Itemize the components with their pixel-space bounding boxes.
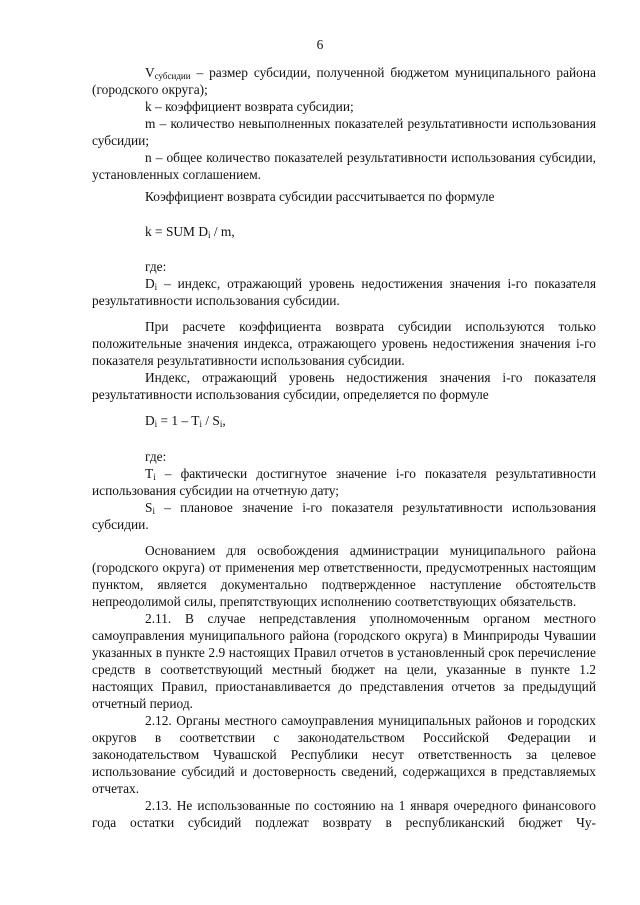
definitions-block-1 bbox=[92, 64, 596, 183]
definitions-block-2 bbox=[92, 258, 596, 309]
para-index-definition: Индекс, отражающий уровень недостижения значения i-го показателя результативности использования субсидии, определяется по формуле bbox=[92, 370, 596, 402]
paragraphs-index bbox=[92, 318, 596, 403]
def-t: $T_i$ – фактически достигнутое значение i-го показателя результативности использования субсидии на отчетную дату; bbox=[92, 466, 596, 498]
para-force-majeure: Основанием для освобождения администрации муниципального района (городского округа) от применения мер ответственности, предусмотренных настоящим пунктом, является документально подтвержденное наступление обстоятельств непреодолимой силы, препятствующих исполнению соответствующих обязательств. bbox=[92, 543, 596, 609]
para-positive-values: При расчете коэффициента возврата субсидии используются только положительные значения индекса, отражающего уровень недостижения значения i-го показателя результативности использования субсидии. bbox=[92, 319, 596, 368]
page-number: 6 bbox=[316, 37, 324, 52]
definitions-block-3 bbox=[92, 448, 596, 533]
k-formula-intro: Коэффициент возврата субсидии рассчитывается по формуле bbox=[145, 189, 495, 204]
def-n: n – общее количество показателей результативности использования субсидии, установленных соглашением. bbox=[92, 150, 596, 182]
def-m: m – количество невыполненных показателей результативности использования субсидии; bbox=[92, 116, 596, 148]
formula-d: $D_i = 1 - T_i / S_i$, bbox=[145, 413, 226, 429]
formula-k: k = SUM $D_i$ / m, bbox=[145, 224, 235, 240]
para-2-12: 2.12. Органы местного самоуправления муниципальных районов и городских округов в соответствии с законодательством Российской Федерации и законодательством Чувашской Республики несут ответственность за целевое использование субсидий и достоверность сведений, содержащихся в представляемых отчетах. bbox=[92, 713, 596, 796]
para-2-11: 2.11. В случае непредставления уполномоченным органом местного самоуправления муниципального района (городского округа) в Минприроды Чувашии указанных в пункте 2.9 настоящих Правил отчетов в установленный срок перечисление средств в соответствующий местный бюджет на цели, указанные в пункте 1.2 настоящих Правил, приостанавливается до представления отчетов за предыдущий отчетный период. bbox=[92, 611, 596, 711]
where-label-2: где: bbox=[145, 449, 167, 464]
para-2-13: 2.13. Не использованные по состоянию на 1 января очередного финансового года остатки субсидий подлежат возврату в республиканский бюджет Чу- bbox=[92, 798, 596, 830]
def-d: $D_i$ – индекс, отражающий уровень недостижения значения i-го показателя результативности использования субсидии. bbox=[92, 276, 596, 308]
def-s: $S_i$ – плановое значение i-го показателя результативности использования субсидии. bbox=[92, 500, 596, 532]
def-v-subsidy: $V_{субсидии}$ – размер субсидии, полученной бюджетом муниципального района (городского округа); bbox=[92, 65, 596, 97]
where-label-1: где: bbox=[145, 259, 167, 274]
paragraphs-main bbox=[92, 542, 596, 831]
def-k: k – коэффициент возврата субсидии; bbox=[145, 99, 354, 114]
